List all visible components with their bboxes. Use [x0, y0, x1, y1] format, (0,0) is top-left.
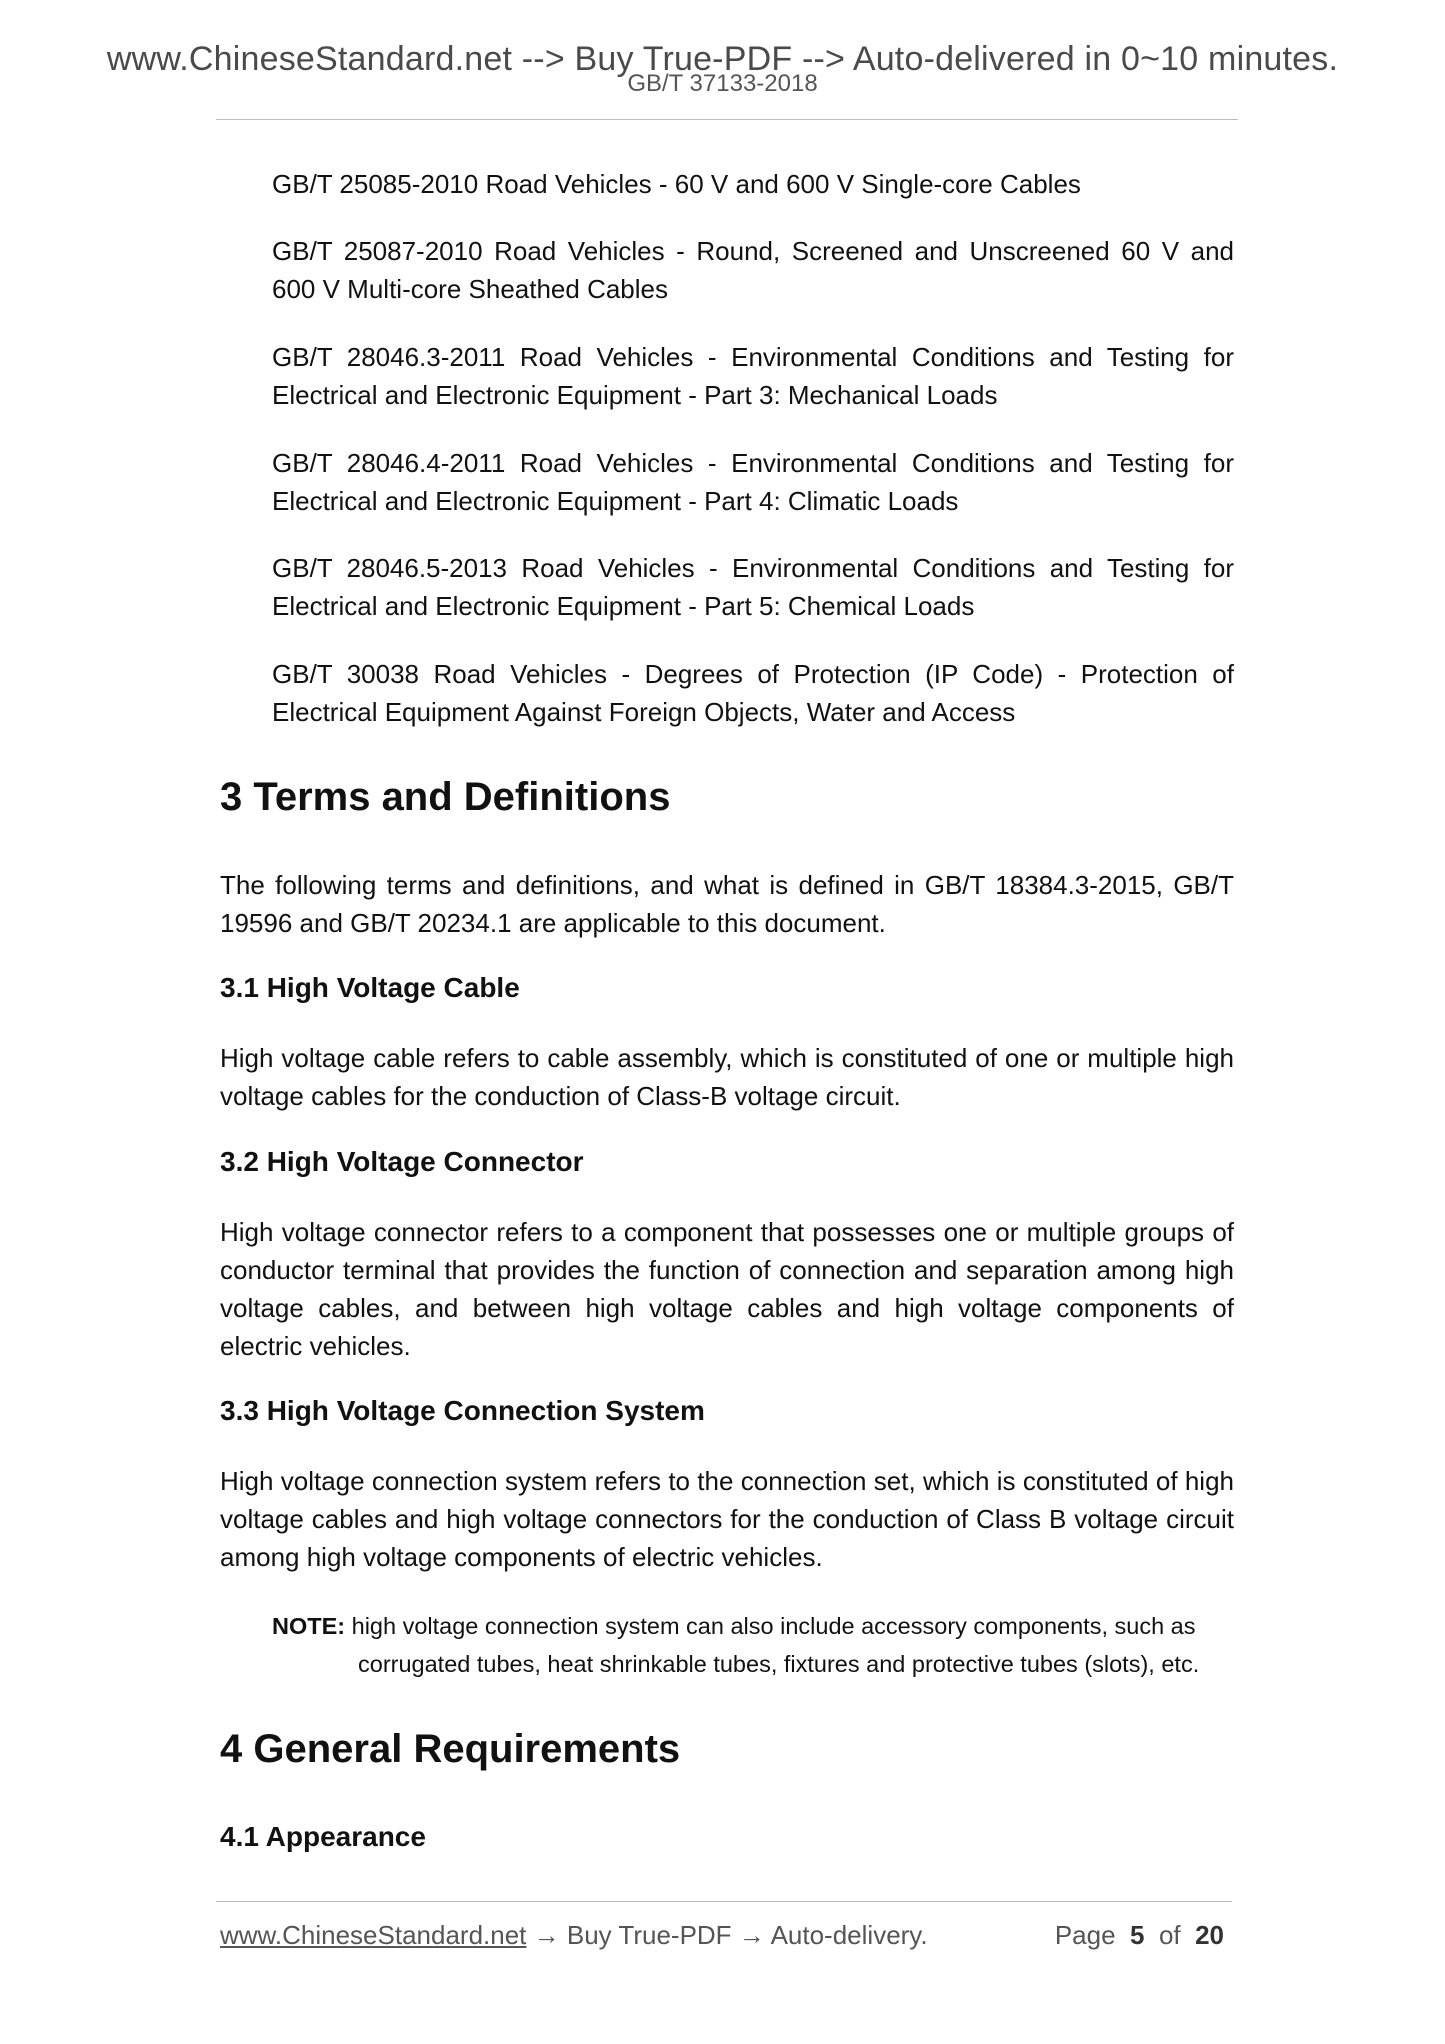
- section-3-3-heading: 3.3 High Voltage Connection System: [220, 1395, 705, 1426]
- reference-item: GB/T 28046.4-2011 Road Vehicles - Environmental Conditions and Testing for Electrical and Electronic Equipment - Part 4: Climatic Loads: [272, 448, 1234, 516]
- of-label: of: [1158, 1920, 1181, 1950]
- current-page: 5: [1130, 1920, 1145, 1950]
- footer: [220, 1920, 1232, 1951]
- page-number: [1055, 1920, 1224, 1951]
- section-4-1-heading: 4.1 Appearance: [220, 1821, 426, 1852]
- footer-text: → Buy True-PDF → Auto-delivery.: [526, 1920, 928, 1950]
- reference-item: GB/T 28046.5-2013 Road Vehicles - Environmental Conditions and Testing for Electrical and Electronic Equipment - Part 5: Chemical Loads: [272, 553, 1234, 621]
- footer-website-link[interactable]: www.ChineseStandard.net: [220, 1920, 527, 1950]
- footer-divider: [216, 1901, 1232, 1902]
- section-3-3-text: High voltage connection system refers to the connection set, which is constituted of high voltage cables and high voltage connectors for the conduction of Class B voltage circuit among high voltage components of electric vehicles.: [220, 1466, 1234, 1572]
- note: [272, 1607, 1234, 1683]
- reference-item: GB/T 28046.3-2011 Road Vehicles - Environmental Conditions and Testing for Electrical and Electronic Equipment - Part 3: Mechanical Loads: [272, 342, 1234, 410]
- section-3-1-heading: 3.1 High Voltage Cable: [220, 972, 520, 1003]
- top-banner[interactable]: www.ChineseStandard.net --> Buy True-PDF --> Auto-delivered in 0~10 minutes.: [106, 40, 1339, 78]
- reference-item: GB/T 25087-2010 Road Vehicles - Round, Screened and Unscreened 60 V and 600 V Multi-core Sheathed Cables: [272, 236, 1234, 304]
- note-text-continued: corrugated tubes, heat shrinkable tubes, fixtures and protective tubes (slots), etc.: [358, 1651, 1200, 1677]
- header-divider: [216, 119, 1238, 120]
- reference-item: GB/T 30038 Road Vehicles - Degrees of Protection (IP Code) - Protection of Electrical Equipment Against Foreign Objects, Water and Access: [272, 659, 1234, 727]
- page-label: Page: [1054, 1920, 1116, 1950]
- section-4-heading: 4 General Requirements: [220, 1727, 681, 1771]
- section-3-intro: The following terms and definitions, and what is defined in GB/T 18384.3-2015, GB/T 19596 and GB/T 20234.1 are applicable to this document.: [220, 870, 1234, 938]
- note-text: high voltage connection system can also include accessory components, such as: [351, 1613, 1196, 1639]
- reference-item: GB/T 25085-2010 Road Vehicles - 60 V and 600 V Single-core Cables: [272, 169, 1081, 199]
- section-3-1-text: High voltage cable refers to cable assembly, which is constituted of one or multiple high voltage cables for the conduction of Class-B voltage circuit.: [220, 1043, 1234, 1111]
- section-3-2-heading: 3.2 High Voltage Connector: [220, 1146, 584, 1177]
- section-3-heading: 3 Terms and Definitions: [220, 775, 671, 819]
- note-label: NOTE:: [272, 1613, 346, 1639]
- section-3-2-text: High voltage connector refers to a component that possesses one or multiple groups of conductor terminal that provides the function of connection and separation among high voltage cables, and between high voltage cables and high voltage components of electric vehicles.: [220, 1217, 1234, 1361]
- total-pages: 20: [1195, 1920, 1224, 1950]
- document-code: GB/T 37133-2018: [627, 70, 818, 97]
